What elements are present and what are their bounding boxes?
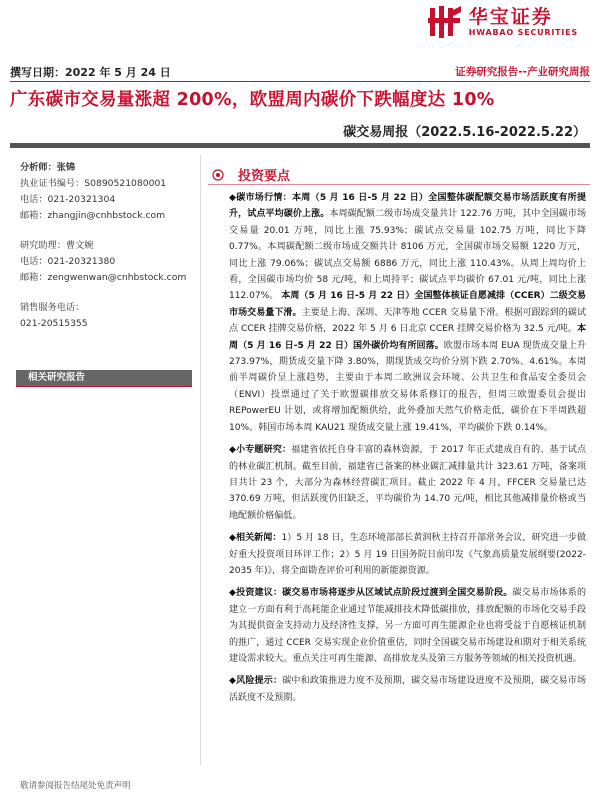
market-text: 本周碳配额二级市场成交量共计 122.76 万吨，其中全国碳市场交易量 20.01 万吨，同比上涨 75.93%；碳试点交易量 102.75 万吨，同比下降 0.77%。本周碳配额二级市场成交额共计 8106 万元，全国碳市场交易额 1220 万元，同比上涨 79.06%；碳试点交易额 6886 万元，同比上涨 110.43%。从周上周均价上看，全国碳市场均价 58 元/吨，和上周持平；碳试点平均碳价 67.01 元/吨，同比上涨 112.07%。 [229, 209, 587, 302]
advice-lead: ◆投资建议：碳交易市场将逐步从区域试点阶段过渡到全国交易阶段。 [229, 588, 513, 599]
investment-heading: 投资要点 [238, 169, 291, 184]
market-lead: ◆碳市场行情：本周（5 月 16 日-5 月 22 日）全国整体碳配额交易市场活跃度有所提升，试点平均碳价上涨。 [229, 193, 586, 220]
market-section [229, 190, 586, 436]
title-divider [10, 143, 590, 148]
disclaimer-note: 敬请参阅报告结尾处免责声明 [20, 781, 131, 791]
foreign-text: 欧盟市场本周 EUA 现货成交量上升 273.97%，期货成交量下降 3.80%，期现货成交均价分别下跌 2.70%、4.61%。本周前半周碳价呈上涨趋势，主要由于本周二欧洲议会环境、公共卫生和食品安全委员会（ENVI）投票通过了关于欧盟碳排放交易体系修订的报告，但周三欧盟委员会提出 REPowerEU 计划，或将增加配额供给，此外叠加天然气价格走低，碳价在下半周跌超 10%。韩国市场本周 KAU21 现货成交量上涨 19.41%，平均碳价下跌 0.14%。 [229, 340, 587, 433]
analyst-phone: 电话：021-20321304 [20, 194, 116, 205]
target-icon [212, 166, 224, 178]
risk-text: 碳中和政策推进力度不及预期，碳交易市场建设进度不及预期，碳交易市场活跃度不及预期。 [229, 676, 586, 703]
special-topic-lead: ◆小专题研究： [229, 445, 292, 456]
risk-section [229, 673, 586, 706]
brand-name-en: HWABAO SECURITIES [468, 28, 578, 37]
report-category: 证券研究报告--产业研究周报 [455, 66, 590, 78]
logo-mark-icon [427, 4, 463, 40]
assistant-phone: 电话：021-20321380 [20, 256, 116, 267]
assistant-name: 研究助理：曹文婉 [20, 240, 94, 251]
column-divider [200, 155, 201, 765]
special-topic-section [229, 442, 586, 524]
news-section [229, 530, 586, 579]
advice-text: 碳交易市场体系的建立一方面有利于高耗能企业通过节能减排技术降低碳排放，排放配额的市场化交易手段为其提供资金支持动力及经济性支撑，另一方面可再生能源企业也将受益于自愿核证机制的推广，通过 CCER 交易实现企业价值重估，同时全国碳交易市场建设和期对于相关系统建设需求较大。重点关注可再生能源、高排放龙头及第三方服务等领域的相关投资机遇。 [229, 588, 586, 664]
investment-divider [208, 184, 590, 185]
ccer-lead: 本周（5 月 16 日-5 月 22 日）全国整体核证自愿减排（CCER）二级交易市场交易量下滑。 [229, 291, 586, 318]
analyst-sidebar [20, 160, 190, 332]
ccer-text: 主要是上海、深圳、天津等地 CCER 交易量下滑。根据可跟踪到的碳试点 CCER 挂牌交易价格，2022 年 5 月 6 日北京 CCER 挂牌交易价格为 32.5 元/吨。 [229, 307, 586, 335]
sales-phone: 021-20515355 [20, 318, 88, 329]
special-topic-text: 福建省依托自身丰富的森林资源，于 2017 年正式建成自有的、基于试点的林业碳汇机制。截至目前，福建省已备案的林业碳汇减排量共计 323.61 万吨，备案项目共计 23 个，大部分为森林经营碳汇项目。截止 2022 年 4 月，FFCER 交易量已达 370.69 万吨，但活跃度仍旧缺乏，平均碳价为 14.70 元/吨，相比其他减排量价格或当地配额价格偏低。 [229, 445, 586, 521]
related-reports-heading: 相关研究报告 [16, 370, 192, 386]
analyst-email[interactable]: 邮箱：zhangjin@cnhbstock.com [20, 210, 166, 221]
page-subtitle: 碳交易周报（2022.5.16-2022.5.22） [343, 125, 586, 140]
foreign-lead: 本周（5 月 16 日-5 月 22 日）国外碳价均有所回落。 [229, 324, 586, 351]
news-lead: ◆相关新闻： [229, 533, 282, 544]
report-date: 撰写日期：2022 年 5 月 24 日 [10, 66, 171, 79]
page-title: 广东碳市交易量涨超 200%，欧盟周内碳价下跌幅度达 10% [10, 90, 495, 110]
news-text: 1）5 月 18 日，生态环境部部长黄润秋主持召开部常务会议，研究进一步做好重大投资项目环评工作；2）5 月 19 日国务院日前印发《气象高质量发展纲要(2022-2035 年)》，将全面勘查评价可利用的新能源资源。 [229, 533, 586, 576]
related-reports-divider [16, 386, 192, 387]
analyst-cert: 执业证书编号：S0890521080001 [20, 178, 167, 189]
risk-lead: ◆风险提示： [229, 676, 283, 687]
header-bar [10, 62, 590, 82]
brand-name-cn: 华宝证券 [468, 6, 553, 28]
sales-label: 销售服务电话： [20, 302, 85, 313]
brand-logo [427, 4, 578, 40]
assistant-email[interactable]: 邮箱：zengwenwan@cnhbstock.com [20, 272, 187, 283]
advice-section [229, 585, 586, 667]
analyst-name: 分析师：张锦 [20, 162, 76, 173]
investment-body [229, 190, 586, 706]
